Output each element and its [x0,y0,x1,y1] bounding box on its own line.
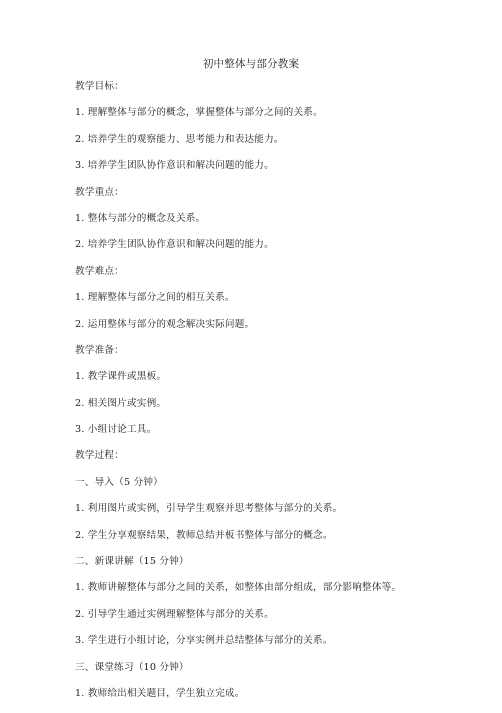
subsection-heading-intro: 一、导入（5 分钟） [75,476,163,488]
text-line: 3. 学生进行小组讨论，分享实例并总结整体与部分的关系。 [75,635,333,647]
text-line: 3. 小组讨论工具。 [75,424,157,436]
text-line: 1. 教学课件或黑板。 [75,371,167,383]
text-line: 2. 培养学生的观察能力、思考能力和表达能力。 [75,133,284,145]
section-heading-objectives: 教学目标： [75,81,124,92]
section-heading-process: 教学过程： [75,450,124,462]
text-line: 1. 利用图片或实例，引导学生观察并思考整体与部分的关系。 [75,503,343,515]
text-line: 1. 理解整体与部分的概念，掌握整体与部分之间的关系。 [75,107,323,119]
text-line: 1. 教师给出相关题目，学生独立完成。 [75,687,245,699]
subsection-heading-practice: 三、课堂练习（10 分钟） [75,661,189,673]
section-heading-difficulties: 教学难点： [75,265,124,277]
text-line: 1. 教师讲解整体与部分之间的关系，如整体由部分组成，部分影响整体等。 [75,582,402,594]
text-line: 3. 培养学生团队协作意识和解决问题的能力。 [75,160,274,172]
text-line: 1. 整体与部分的概念及关系。 [75,212,206,224]
document-title: 初中整体与部分教案 [202,58,300,70]
subsection-heading-new-lesson: 二、新课讲解（15 分钟） [75,556,189,568]
text-line: 2. 引导学生通过实例理解整体与部分的关系。 [75,608,274,620]
document-body [75,80,475,713]
text-line: 2. 培养学生团队协作意识和解决问题的能力。 [75,239,274,251]
text-line: 2. 学生分享观察结果，教师总结并板书整体与部分的概念。 [75,529,333,541]
section-heading-key-points: 教学重点： [75,186,124,198]
text-line: 2. 运用整体与部分的观念解决实际问题。 [75,318,255,330]
text-line: 2. 相关图片或实例。 [75,397,167,409]
section-heading-preparation: 教学准备： [75,344,124,356]
text-line: 1. 理解整体与部分之间的相互关系。 [75,292,235,304]
